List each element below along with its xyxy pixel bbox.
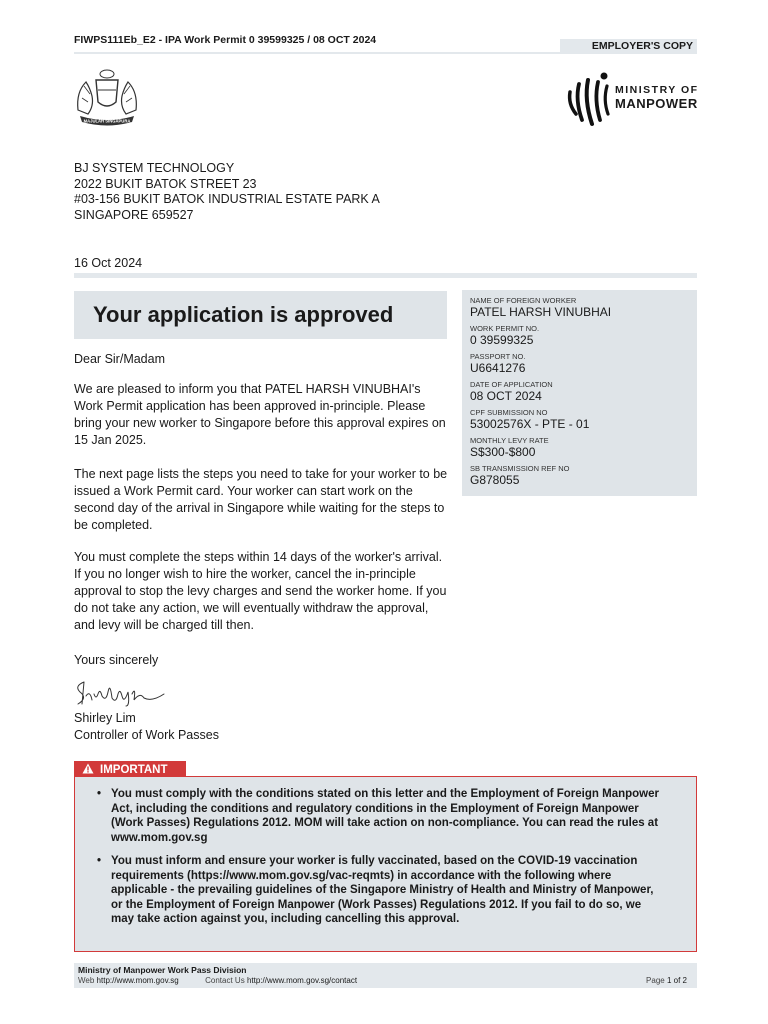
mom-line-1: MINISTRY OF <box>615 84 699 96</box>
letter-date: 16 Oct 2024 <box>74 256 143 270</box>
detail-label: DATE OF APPLICATION <box>470 380 553 389</box>
contact-link[interactable]: http://www.mom.gov.sg/contact <box>246 976 358 985</box>
footer-division: Ministry of Manpower Work Pass Division <box>78 965 247 975</box>
crest-motto: MAJULAH SINGAPURA <box>83 118 131 124</box>
page-footer <box>74 963 697 988</box>
web-label: Web <box>78 976 95 985</box>
document-reference: FIWPS111Eb_E2 - IPA Work Permit 0 39599325 / 08 OCT 2024 <box>74 34 377 46</box>
address-line: SINGAPORE 659527 <box>74 207 194 222</box>
application-details-panel <box>462 290 697 496</box>
detail-value: U6641276 <box>470 361 526 375</box>
contact-label: Contact Us <box>205 976 245 985</box>
copy-label: EMPLOYER'S COPY <box>560 39 697 53</box>
approval-banner: Your application is approved <box>74 291 447 339</box>
signatory-title: Controller of Work Passes <box>74 728 219 742</box>
detail-label: WORK PERMIT NO. <box>470 324 540 333</box>
signature-icon <box>72 676 172 708</box>
signatory-name: Shirley Lim <box>74 711 136 725</box>
header-divider <box>74 52 697 54</box>
detail-label: NAME OF FOREIGN WORKER <box>470 296 577 305</box>
address-line: BJ SYSTEM TECHNOLOGY <box>74 161 235 175</box>
page-total: 2 <box>682 976 687 985</box>
detail-value: S$300-$800 <box>470 445 536 459</box>
detail-label: PASSPORT NO. <box>470 352 526 361</box>
employer-address <box>74 161 380 223</box>
detail-label: MONTHLY LEVY RATE <box>470 436 549 445</box>
address-line: #03-156 BUKIT BATOK INDUSTRIAL ESTATE PARK A <box>74 192 380 206</box>
detail-label: SB TRANSMISSION REF NO <box>470 464 570 473</box>
page-current: 1 <box>666 976 672 985</box>
page-indicator <box>646 976 687 985</box>
letter-paragraph-3: You must complete the steps within 14 days of the worker's arrival. If you no longer wish to hire the worker, cancel the in-principle approval to stop the levy charges and send the worker home. If you do not take any action, we will eventually withdraw the approval, and levy will be charged till then. <box>74 550 447 632</box>
footer-links <box>78 976 357 985</box>
closing: Yours sincerely <box>74 653 159 667</box>
salutation: Dear Sir/Madam <box>74 352 165 366</box>
detail-value: PATEL HARSH VINUBHAI <box>470 305 612 319</box>
web-link[interactable]: http://www.mom.gov.sg <box>96 976 179 985</box>
detail-value: 53002576X - PTE - 01 <box>470 417 590 431</box>
letter-paragraph-1: We are pleased to inform you that PATEL HARSH VINUBHAI's Work Permit application has been approved in-principle. Please bring your new worker to Singapore before this approval expires on 15 Jan 2025. <box>74 382 446 447</box>
address-line: 2022 BUKIT BATOK STREET 23 <box>74 176 257 191</box>
detail-value: G878055 <box>470 473 520 487</box>
notice-item: • You must inform and ensure your worker is fully vaccinated, based on the COVID-19 vaccination requirements (https://www.mom.gov.sg/vac-reqmts) in accordance with the following where applicable - the prevailing guidelines of the Singapore Ministry of Health and Ministry of Manpower, or the Employment of Foreign Manpower (Work Passes) Regulations 2012. If you fail to do so, we may take action against you, including cancelling this approval. <box>97 854 666 927</box>
mom-line-2: MANPOWER <box>615 96 698 111</box>
detail-value: 08 OCT 2024 <box>470 389 542 403</box>
page-label: Page <box>646 976 665 985</box>
mom-wordmark <box>615 84 699 110</box>
detail-label: CPF SUBMISSION NO <box>470 408 548 417</box>
important-tab <box>74 761 186 777</box>
detail-value: 0 39599325 <box>470 333 534 347</box>
page-of: of <box>673 976 681 985</box>
letter-paragraph-2: The next page lists the steps you need to take for your worker to be issued a Work Permit card. Your worker can start work on the second day of the arrival in Singapore while waiting for the steps to be completed. <box>74 467 448 532</box>
notice-item: • You must comply with the conditions stated on this letter and the Employment of Foreign Manpower Act, including the conditions and regulatory conditions in the Employment of Foreign Manpower (Work Passes) Regulations 2012. MOM will take action on non-compliance. You can read the rules at www.mom.gov.sg <box>97 787 666 845</box>
date-divider <box>74 273 697 278</box>
state-crest-icon <box>74 66 140 128</box>
important-notice <box>74 776 697 952</box>
important-label: IMPORTANT <box>100 764 168 776</box>
warning-icon <box>82 763 94 774</box>
